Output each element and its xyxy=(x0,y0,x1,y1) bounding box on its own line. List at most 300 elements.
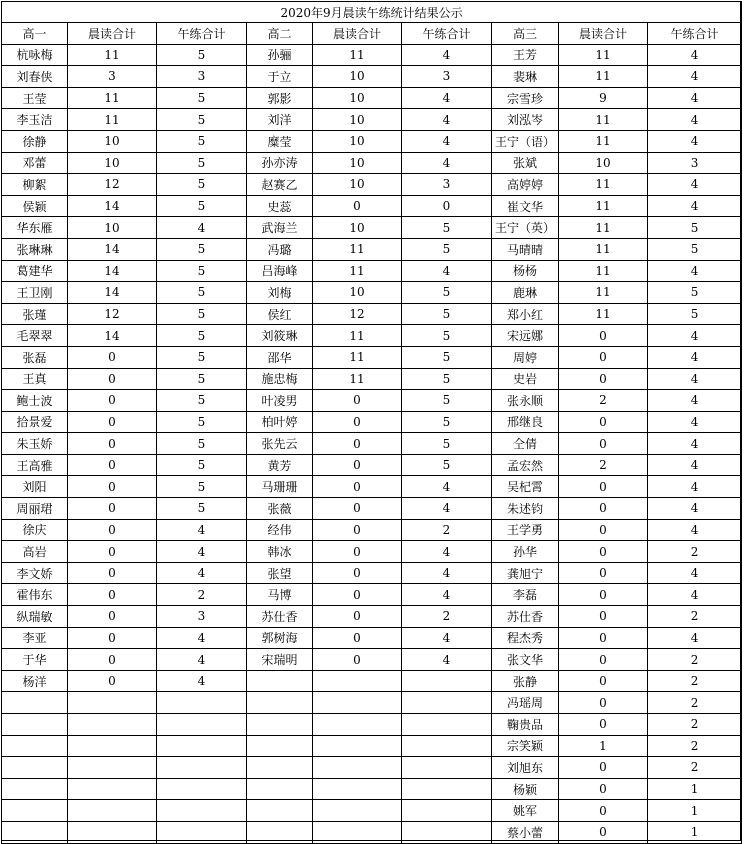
cell-name: 周丽珺 xyxy=(2,498,68,520)
cell-morning: 0 xyxy=(68,346,157,368)
cell-name: 李磊 xyxy=(492,584,559,606)
cell-name: 黄芳 xyxy=(247,454,313,476)
header-row xyxy=(2,23,742,45)
cell-morning: 0 xyxy=(313,606,402,628)
cell-name: 刘梅 xyxy=(247,282,313,304)
cell-morning: 0 xyxy=(68,584,157,606)
cell-morning: 11 xyxy=(559,303,648,325)
statistics-table xyxy=(1,1,742,844)
empty-cell xyxy=(2,778,68,800)
table-title: 2020年9月晨读午练统计结果公示 xyxy=(2,2,742,23)
cell-morning: 0 xyxy=(68,562,157,584)
cell-noon: 5 xyxy=(157,476,247,498)
cell-noon: 4 xyxy=(157,519,247,541)
empty-cell xyxy=(157,821,247,843)
table-row xyxy=(2,130,742,152)
table-row xyxy=(2,411,742,433)
cell-morning: 0 xyxy=(559,606,648,628)
cell-noon: 5 xyxy=(157,454,247,476)
table-row xyxy=(2,174,742,196)
cell-name: 邓蕾 xyxy=(2,152,68,174)
cell-name: 刘春侠 xyxy=(2,66,68,88)
cell-name: 郭影 xyxy=(247,87,313,109)
cell-noon: 0 xyxy=(402,195,492,217)
cell-morning: 12 xyxy=(68,174,157,196)
table-row xyxy=(2,152,742,174)
column-header-morning-reading-total: 晨读合计 xyxy=(559,23,648,45)
table-row xyxy=(2,390,742,412)
cell-noon: 4 xyxy=(157,541,247,563)
table-row xyxy=(2,325,742,347)
cell-morning: 0 xyxy=(68,649,157,671)
cell-noon: 5 xyxy=(402,346,492,368)
cell-name: 马晴晴 xyxy=(492,238,559,260)
cell-name: 王真 xyxy=(2,368,68,390)
cell-name: 郑小红 xyxy=(492,303,559,325)
cell-noon: 3 xyxy=(157,66,247,88)
cell-name: 马博 xyxy=(247,584,313,606)
cell-noon: 4 xyxy=(648,195,742,217)
cell-morning: 0 xyxy=(313,498,402,520)
cell-name: 王芳 xyxy=(492,44,559,66)
cell-name: 朱玉娇 xyxy=(2,433,68,455)
cell-noon: 4 xyxy=(402,260,492,282)
cell-morning: 0 xyxy=(68,411,157,433)
cell-name: 吕海峰 xyxy=(247,260,313,282)
cell-name: 宋远娜 xyxy=(492,325,559,347)
table-row xyxy=(2,714,742,736)
empty-cell xyxy=(68,692,157,714)
empty-cell xyxy=(313,778,402,800)
cell-name: 刘旭东 xyxy=(492,757,559,779)
cell-morning: 0 xyxy=(313,433,402,455)
cell-morning: 0 xyxy=(68,627,157,649)
empty-cell xyxy=(2,692,68,714)
cell-morning: 0 xyxy=(559,519,648,541)
empty-cell xyxy=(402,778,492,800)
cell-name: 史蕊 xyxy=(247,195,313,217)
cell-name: 宋瑞明 xyxy=(247,649,313,671)
cell-noon: 5 xyxy=(402,217,492,239)
cell-noon: 5 xyxy=(402,368,492,390)
cell-name: 杨杨 xyxy=(492,260,559,282)
cell-morning: 11 xyxy=(559,282,648,304)
cell-name: 韩冰 xyxy=(247,541,313,563)
empty-cell xyxy=(402,800,492,822)
cell-noon: 5 xyxy=(402,411,492,433)
cell-name: 宗笑颖 xyxy=(492,735,559,757)
cell-name: 王宁（语） xyxy=(492,130,559,152)
table-row xyxy=(2,800,742,822)
column-header-grade: 高二 xyxy=(247,23,313,45)
cell-noon: 5 xyxy=(648,303,742,325)
cell-noon: 4 xyxy=(648,174,742,196)
cell-morning: 11 xyxy=(313,346,402,368)
empty-cell xyxy=(157,800,247,822)
cell-morning: 10 xyxy=(313,217,402,239)
cell-name: 侯红 xyxy=(247,303,313,325)
cell-name: 徐静 xyxy=(2,130,68,152)
cell-morning: 11 xyxy=(559,130,648,152)
cell-noon: 2 xyxy=(402,519,492,541)
cell-noon: 4 xyxy=(402,44,492,66)
column-header-noon-practice-total: 午练合计 xyxy=(648,23,742,45)
cell-noon: 5 xyxy=(157,130,247,152)
cell-name: 柳絮 xyxy=(2,174,68,196)
cell-name: 孟宏然 xyxy=(492,454,559,476)
cell-morning: 0 xyxy=(313,454,402,476)
cell-noon: 4 xyxy=(402,649,492,671)
cell-noon: 4 xyxy=(648,260,742,282)
cell-morning: 14 xyxy=(68,260,157,282)
cell-name: 鲍士波 xyxy=(2,390,68,412)
cell-morning: 3 xyxy=(68,66,157,88)
table-row xyxy=(2,109,742,131)
cell-name: 张斌 xyxy=(492,152,559,174)
statistics-sheet xyxy=(1,1,741,841)
empty-cell xyxy=(402,821,492,843)
cell-morning: 0 xyxy=(68,541,157,563)
cell-noon: 4 xyxy=(402,627,492,649)
cell-morning: 10 xyxy=(313,66,402,88)
cell-noon: 4 xyxy=(648,476,742,498)
cell-morning: 9 xyxy=(559,87,648,109)
cell-name: 杨洋 xyxy=(2,670,68,692)
cell-morning: 11 xyxy=(313,238,402,260)
table-row xyxy=(2,757,742,779)
cell-noon: 4 xyxy=(648,627,742,649)
cell-morning: 11 xyxy=(559,174,648,196)
cell-morning: 11 xyxy=(559,109,648,131)
cell-morning: 10 xyxy=(68,217,157,239)
cell-noon: 1 xyxy=(648,821,742,843)
empty-cell xyxy=(68,778,157,800)
cell-noon: 5 xyxy=(648,217,742,239)
empty-cell xyxy=(247,670,313,692)
cell-morning: 0 xyxy=(68,498,157,520)
cell-morning: 11 xyxy=(559,217,648,239)
cell-noon: 5 xyxy=(157,238,247,260)
cell-noon: 5 xyxy=(648,238,742,260)
table-row xyxy=(2,476,742,498)
table-row xyxy=(2,627,742,649)
cell-name: 糜莹 xyxy=(247,130,313,152)
cell-name: 王高雅 xyxy=(2,454,68,476)
cell-noon: 2 xyxy=(648,670,742,692)
cell-name: 刘洋 xyxy=(247,109,313,131)
cell-noon: 2 xyxy=(648,757,742,779)
table-row xyxy=(2,541,742,563)
cell-morning: 14 xyxy=(68,238,157,260)
column-header-morning-reading-total: 晨读合计 xyxy=(313,23,402,45)
cell-morning: 10 xyxy=(68,152,157,174)
cell-name: 纵瑞敏 xyxy=(2,606,68,628)
cell-name: 姚军 xyxy=(492,800,559,822)
cell-morning: 0 xyxy=(68,433,157,455)
cell-noon: 5 xyxy=(402,303,492,325)
cell-noon: 4 xyxy=(648,109,742,131)
cell-noon: 4 xyxy=(648,87,742,109)
cell-morning: 14 xyxy=(68,325,157,347)
cell-noon: 5 xyxy=(157,260,247,282)
cell-noon: 5 xyxy=(157,498,247,520)
cell-name: 张望 xyxy=(247,562,313,584)
cell-name: 孙亦涛 xyxy=(247,152,313,174)
empty-cell xyxy=(247,800,313,822)
empty-cell xyxy=(313,714,402,736)
cell-morning: 0 xyxy=(68,476,157,498)
cell-name: 华东雁 xyxy=(2,217,68,239)
table-row xyxy=(2,606,742,628)
cell-noon: 4 xyxy=(402,87,492,109)
cell-name: 郭树海 xyxy=(247,627,313,649)
cell-morning: 10 xyxy=(559,152,648,174)
empty-cell xyxy=(247,735,313,757)
cell-morning: 0 xyxy=(68,606,157,628)
cell-noon: 1 xyxy=(648,800,742,822)
cell-morning: 0 xyxy=(559,433,648,455)
cell-name: 王宁（英） xyxy=(492,217,559,239)
cell-noon: 4 xyxy=(648,498,742,520)
cell-morning: 0 xyxy=(559,757,648,779)
cell-noon: 4 xyxy=(402,130,492,152)
cell-noon: 2 xyxy=(648,541,742,563)
cell-noon: 4 xyxy=(648,411,742,433)
empty-cell xyxy=(157,714,247,736)
cell-morning: 12 xyxy=(68,303,157,325)
cell-morning: 0 xyxy=(559,670,648,692)
cell-name: 毛翠翠 xyxy=(2,325,68,347)
cell-noon: 5 xyxy=(402,282,492,304)
cell-noon: 5 xyxy=(402,454,492,476)
table-row xyxy=(2,217,742,239)
cell-morning: 0 xyxy=(68,390,157,412)
cell-name: 张琳琳 xyxy=(2,238,68,260)
cell-morning: 10 xyxy=(313,152,402,174)
cell-morning: 0 xyxy=(559,821,648,843)
cell-noon: 5 xyxy=(157,368,247,390)
cell-morning: 0 xyxy=(313,584,402,606)
cell-name: 叶凌男 xyxy=(247,390,313,412)
cell-morning: 10 xyxy=(68,130,157,152)
cell-noon: 5 xyxy=(157,390,247,412)
cell-noon: 4 xyxy=(648,562,742,584)
empty-cell xyxy=(157,778,247,800)
column-header-grade: 高一 xyxy=(2,23,68,45)
cell-name: 朱述钧 xyxy=(492,498,559,520)
cell-name: 徐庆 xyxy=(2,519,68,541)
cell-name: 武海兰 xyxy=(247,217,313,239)
cell-name: 张文华 xyxy=(492,649,559,671)
cell-name: 刘筱琳 xyxy=(247,325,313,347)
empty-cell xyxy=(68,821,157,843)
table-row xyxy=(2,649,742,671)
cell-noon: 3 xyxy=(157,606,247,628)
cell-noon: 5 xyxy=(157,152,247,174)
cell-name: 张薇 xyxy=(247,498,313,520)
cell-morning: 11 xyxy=(559,238,648,260)
cell-name: 邵华 xyxy=(247,346,313,368)
cell-morning: 11 xyxy=(313,44,402,66)
cell-name: 蔡小蕾 xyxy=(492,821,559,843)
cell-noon: 4 xyxy=(648,519,742,541)
cell-noon: 4 xyxy=(402,476,492,498)
cell-name: 王卫刚 xyxy=(2,282,68,304)
cell-name: 苏仕香 xyxy=(492,606,559,628)
cell-morning: 0 xyxy=(559,778,648,800)
cell-name: 冯璐 xyxy=(247,238,313,260)
cell-name: 史岩 xyxy=(492,368,559,390)
cell-morning: 0 xyxy=(559,649,648,671)
cell-name: 吴杞霄 xyxy=(492,476,559,498)
cell-name: 刘阳 xyxy=(2,476,68,498)
empty-cell xyxy=(247,692,313,714)
table-row xyxy=(2,66,742,88)
cell-morning: 0 xyxy=(313,411,402,433)
cell-morning: 0 xyxy=(313,390,402,412)
cell-name: 张永顺 xyxy=(492,390,559,412)
cell-name: 仝倩 xyxy=(492,433,559,455)
cell-morning: 0 xyxy=(68,670,157,692)
cell-name: 崔文华 xyxy=(492,195,559,217)
cell-morning: 11 xyxy=(313,368,402,390)
empty-cell xyxy=(2,821,68,843)
cell-morning: 11 xyxy=(313,325,402,347)
cell-morning: 10 xyxy=(313,109,402,131)
cell-morning: 0 xyxy=(313,562,402,584)
empty-cell xyxy=(157,692,247,714)
cell-name: 孙华 xyxy=(492,541,559,563)
cell-name: 鞠贵品 xyxy=(492,714,559,736)
cell-morning: 0 xyxy=(559,714,648,736)
cell-name: 周婷 xyxy=(492,346,559,368)
cell-morning: 14 xyxy=(68,195,157,217)
cell-morning: 0 xyxy=(68,519,157,541)
cell-name: 杭咏梅 xyxy=(2,44,68,66)
empty-cell xyxy=(247,757,313,779)
cell-noon: 2 xyxy=(648,692,742,714)
cell-noon: 4 xyxy=(402,541,492,563)
cell-morning: 0 xyxy=(559,346,648,368)
cell-morning: 0 xyxy=(313,195,402,217)
cell-morning: 0 xyxy=(313,541,402,563)
cell-noon: 5 xyxy=(157,411,247,433)
cell-morning: 11 xyxy=(68,109,157,131)
empty-cell xyxy=(313,757,402,779)
cell-morning: 11 xyxy=(559,260,648,282)
empty-cell xyxy=(68,757,157,779)
cell-noon: 2 xyxy=(157,584,247,606)
cell-noon: 5 xyxy=(402,238,492,260)
empty-cell xyxy=(247,821,313,843)
cell-noon: 4 xyxy=(648,368,742,390)
cell-name: 李文娇 xyxy=(2,562,68,584)
cell-morning: 0 xyxy=(313,476,402,498)
cell-noon: 4 xyxy=(157,562,247,584)
cell-name: 于立 xyxy=(247,66,313,88)
cell-noon: 4 xyxy=(402,498,492,520)
cell-name: 霍伟东 xyxy=(2,584,68,606)
cell-noon: 2 xyxy=(648,735,742,757)
table-row xyxy=(2,584,742,606)
cell-noon: 4 xyxy=(402,584,492,606)
cell-noon: 4 xyxy=(402,109,492,131)
table-row xyxy=(2,303,742,325)
table-row xyxy=(2,238,742,260)
cell-morning: 0 xyxy=(559,476,648,498)
cell-name: 葛建华 xyxy=(2,260,68,282)
empty-cell xyxy=(313,692,402,714)
empty-cell xyxy=(313,735,402,757)
cell-name: 孙骊 xyxy=(247,44,313,66)
cell-noon: 4 xyxy=(402,152,492,174)
cell-name: 张静 xyxy=(492,670,559,692)
cell-noon: 1 xyxy=(648,778,742,800)
table-row xyxy=(2,454,742,476)
cell-noon: 4 xyxy=(648,390,742,412)
cell-noon: 4 xyxy=(648,44,742,66)
table-row xyxy=(2,562,742,584)
column-header-morning-reading-total: 晨读合计 xyxy=(68,23,157,45)
cell-name: 邢继良 xyxy=(492,411,559,433)
empty-cell xyxy=(157,735,247,757)
cell-name: 赵赛乙 xyxy=(247,174,313,196)
empty-cell xyxy=(402,757,492,779)
cell-name: 张先云 xyxy=(247,433,313,455)
cell-name: 施忠梅 xyxy=(247,368,313,390)
cell-name: 张磊 xyxy=(2,346,68,368)
cell-name: 于华 xyxy=(2,649,68,671)
cell-morning: 0 xyxy=(559,692,648,714)
cell-noon: 5 xyxy=(157,87,247,109)
cell-name: 王莹 xyxy=(2,87,68,109)
empty-cell xyxy=(2,800,68,822)
cell-noon: 5 xyxy=(157,195,247,217)
cell-morning: 11 xyxy=(559,66,648,88)
cell-morning: 0 xyxy=(559,325,648,347)
cell-noon: 2 xyxy=(648,606,742,628)
cell-name: 杨颖 xyxy=(492,778,559,800)
cell-name: 李亚 xyxy=(2,627,68,649)
cell-name: 马珊珊 xyxy=(247,476,313,498)
cell-morning: 14 xyxy=(68,282,157,304)
cell-morning: 10 xyxy=(313,174,402,196)
empty-cell xyxy=(313,670,402,692)
table-row xyxy=(2,821,742,843)
cell-morning: 0 xyxy=(559,368,648,390)
cell-name: 王学勇 xyxy=(492,519,559,541)
cell-name: 刘泓岑 xyxy=(492,109,559,131)
cell-noon: 5 xyxy=(157,325,247,347)
cell-noon: 5 xyxy=(402,433,492,455)
cell-morning: 0 xyxy=(313,519,402,541)
empty-cell xyxy=(68,735,157,757)
cell-morning: 0 xyxy=(559,498,648,520)
cell-morning: 0 xyxy=(313,627,402,649)
empty-cell xyxy=(68,800,157,822)
cell-morning: 10 xyxy=(313,130,402,152)
empty-cell xyxy=(2,757,68,779)
table-row xyxy=(2,260,742,282)
table-row xyxy=(2,195,742,217)
cell-morning: 11 xyxy=(68,87,157,109)
cell-morning: 11 xyxy=(559,195,648,217)
cell-name: 高岩 xyxy=(2,541,68,563)
empty-cell xyxy=(402,692,492,714)
cell-noon: 2 xyxy=(648,714,742,736)
cell-noon: 4 xyxy=(157,217,247,239)
cell-noon: 4 xyxy=(648,454,742,476)
